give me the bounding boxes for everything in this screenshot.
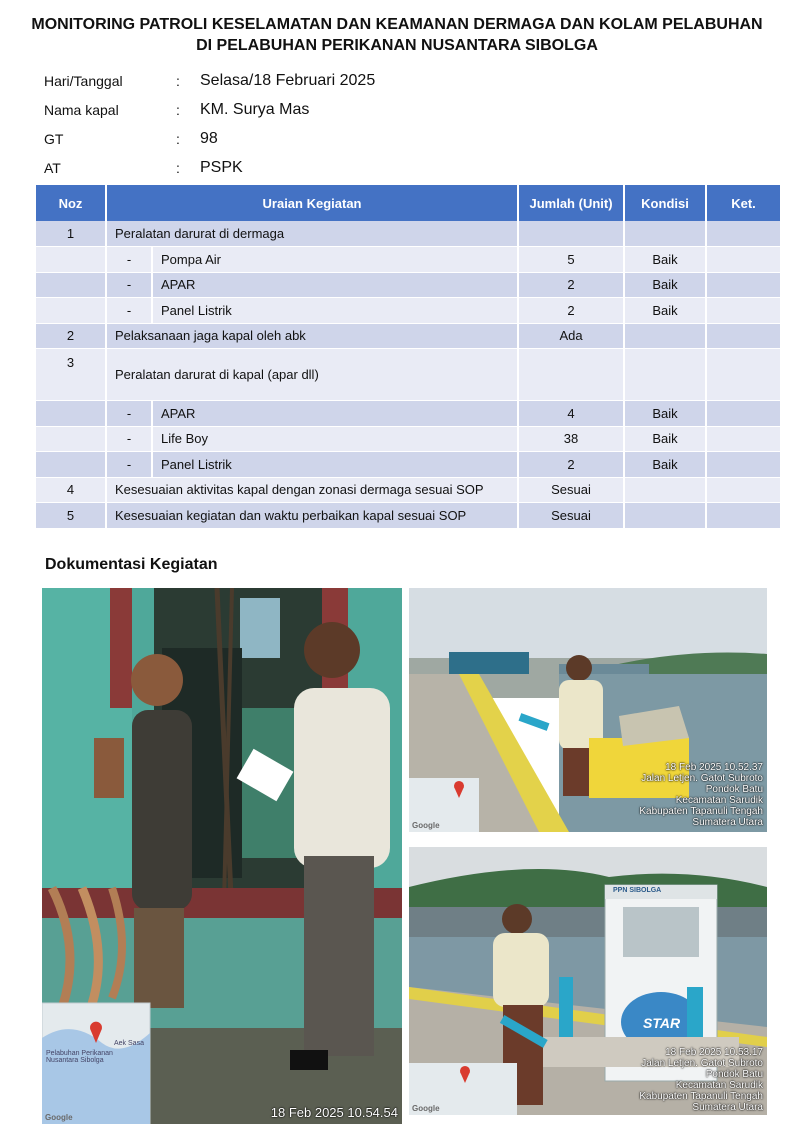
- table-row: [36, 323, 780, 349]
- meta-row-date: [44, 66, 375, 95]
- table-header: [36, 185, 780, 221]
- cell-no: [36, 298, 106, 324]
- cell-no: 3: [36, 349, 106, 401]
- cell-no: 2: [36, 323, 106, 349]
- google-logo: Google: [412, 821, 440, 830]
- stamp-line: Kabupaten Tapanuli Tengah: [639, 1091, 763, 1102]
- cell-condition: [624, 349, 706, 401]
- documentation-title: Dokumentasi Kegiatan: [45, 556, 218, 573]
- cell-no: 4: [36, 477, 106, 503]
- stamp-line: Kecamatan Sarudik: [675, 1080, 763, 1091]
- meta-label: Nama kapal: [44, 101, 119, 118]
- photo-location-stamp: [639, 762, 763, 828]
- meta-colon: :: [176, 72, 180, 89]
- cell-sub-marker: -: [106, 247, 152, 273]
- header-quantity: Jumlah (Unit): [518, 185, 624, 221]
- map-label-aek-sasa: Aek Sasa: [114, 1040, 144, 1047]
- cell-condition: Baik: [624, 272, 706, 298]
- photo-pier-panel: [409, 847, 767, 1115]
- table-row: [36, 426, 780, 452]
- cell-description: Peralatan darurat di dermaga: [106, 221, 518, 247]
- meta-row-ship: [44, 95, 375, 124]
- cell-sub-item: Panel Listrik: [152, 298, 518, 324]
- cell-note: [706, 247, 780, 273]
- stamp-line: Pondok Batu: [705, 1069, 763, 1080]
- cell-condition: Baik: [624, 401, 706, 427]
- cell-note: [706, 401, 780, 427]
- meta-value: Selasa/18 Februari 2025: [200, 71, 376, 89]
- cell-sub-item: Panel Listrik: [152, 452, 518, 478]
- cell-note: [706, 503, 780, 529]
- cell-no: [36, 247, 106, 273]
- table-row: [36, 349, 780, 401]
- cell-condition: [624, 477, 706, 503]
- photo-location-stamp: [639, 1047, 763, 1113]
- stamp-line: Pondok Batu: [705, 784, 763, 795]
- meta-value: 98: [200, 129, 218, 147]
- cell-no: [36, 426, 106, 452]
- cell-quantity: 2: [518, 298, 624, 324]
- meta-label: AT: [44, 159, 61, 176]
- cell-no: [36, 452, 106, 478]
- meta-info: [44, 66, 375, 182]
- cell-description: Kesesuaian aktivitas kapal dengan zonasi dermaga sesuai SOP: [106, 477, 518, 503]
- cell-sub-marker: -: [106, 298, 152, 324]
- cell-sub-marker: -: [106, 401, 152, 427]
- cell-quantity: [518, 221, 624, 247]
- header-note: Ket.: [706, 185, 780, 221]
- meta-colon: :: [176, 101, 180, 118]
- cell-no: [36, 272, 106, 298]
- cell-description: Kesesuaian kegiatan dan waktu perbaikan kapal sesuai SOP: [106, 503, 518, 529]
- meta-row-gt: [44, 124, 375, 153]
- table-row: [36, 247, 780, 273]
- photo-pier-equipment: [409, 588, 767, 832]
- table-row: [36, 401, 780, 427]
- cell-no: 1: [36, 221, 106, 247]
- stamp-line: Sumatera Utara: [692, 1102, 763, 1113]
- table-row: [36, 503, 780, 529]
- cell-condition: [624, 221, 706, 247]
- table-row: [36, 477, 780, 503]
- cell-quantity: [518, 349, 624, 401]
- meta-label: Hari/Tanggal: [44, 72, 123, 89]
- stamp-line: 18 Feb 2025 10.52.37: [665, 762, 763, 773]
- cell-quantity: 38: [518, 426, 624, 452]
- cell-condition: Baik: [624, 452, 706, 478]
- header-condition: Kondisi: [624, 185, 706, 221]
- cell-quantity: 4: [518, 401, 624, 427]
- map-label-harbor: Pelabuhan Perikanan Nusantara Sibolga: [46, 1050, 113, 1064]
- stamp-line: Sumatera Utara: [692, 817, 763, 828]
- cell-quantity: 2: [518, 272, 624, 298]
- cell-condition: Baik: [624, 426, 706, 452]
- cell-note: [706, 452, 780, 478]
- cell-no: [36, 401, 106, 427]
- photo-vessel-illustration: [42, 588, 402, 1124]
- cell-note: [706, 426, 780, 452]
- header-no: Noz: [36, 185, 106, 221]
- meta-colon: :: [176, 159, 180, 176]
- cell-condition: Baik: [624, 247, 706, 273]
- cell-sub-marker: -: [106, 452, 152, 478]
- cell-quantity: Ada: [518, 323, 624, 349]
- stamp-line: Jalan Letjen. Gatot Subroto: [641, 1058, 763, 1069]
- google-logo: Google: [45, 1113, 73, 1122]
- activity-table: [36, 185, 780, 529]
- cell-condition: [624, 323, 706, 349]
- pump-brand-text: STAR: [643, 1015, 681, 1031]
- stamp-line: Kabupaten Tapanuli Tengah: [639, 806, 763, 817]
- cell-no: 5: [36, 503, 106, 529]
- cell-note: [706, 323, 780, 349]
- cell-note: [706, 477, 780, 503]
- photo-timestamp: 18 Feb 2025 10.54.54: [270, 1105, 398, 1120]
- cell-condition: [624, 503, 706, 529]
- cell-quantity: 5: [518, 247, 624, 273]
- meta-colon: :: [176, 130, 180, 147]
- cell-sub-marker: -: [106, 426, 152, 452]
- cell-quantity: Sesuai: [518, 477, 624, 503]
- table-row: [36, 298, 780, 324]
- google-logo: Google: [412, 1104, 440, 1113]
- table-row: [36, 452, 780, 478]
- cell-condition: Baik: [624, 298, 706, 324]
- table-row: [36, 221, 780, 247]
- cell-sub-item: Pompa Air: [152, 247, 518, 273]
- cell-note: [706, 221, 780, 247]
- cell-description: Pelaksanaan jaga kapal oleh abk: [106, 323, 518, 349]
- meta-row-at: [44, 153, 375, 182]
- cell-sub-item: APAR: [152, 272, 518, 298]
- meta-value: KM. Surya Mas: [200, 100, 310, 118]
- cell-description: Peralatan darurat di kapal (apar dll): [106, 349, 518, 401]
- table-row: [36, 272, 780, 298]
- pump-sign-text: PPN SIBOLGA: [613, 887, 662, 894]
- stamp-line: Kecamatan Sarudik: [675, 795, 763, 806]
- title-line-1: MONITORING PATROLI KESELAMATAN DAN KEAMANAN DERMAGA DAN KOLAM PELABUHAN: [31, 16, 763, 33]
- cell-sub-item: Life Boy: [152, 426, 518, 452]
- cell-sub-item: APAR: [152, 401, 518, 427]
- cell-quantity: 2: [518, 452, 624, 478]
- cell-note: [706, 272, 780, 298]
- meta-label: GT: [44, 130, 64, 147]
- stamp-line: 18 Feb 2025 10.53.17: [665, 1047, 763, 1058]
- cell-note: [706, 298, 780, 324]
- report-title: [0, 14, 794, 56]
- header-description: Uraian Kegiatan: [106, 185, 518, 221]
- cell-quantity: Sesuai: [518, 503, 624, 529]
- cell-note: [706, 349, 780, 401]
- stamp-line: Jalan Letjen. Gatot Subroto: [641, 773, 763, 784]
- cell-sub-marker: -: [106, 272, 152, 298]
- photo-vessel-inspection: [42, 588, 402, 1124]
- meta-value: PSPK: [200, 158, 243, 176]
- title-line-2: DI PELABUHAN PERIKANAN NUSANTARA SIBOLGA: [196, 37, 598, 54]
